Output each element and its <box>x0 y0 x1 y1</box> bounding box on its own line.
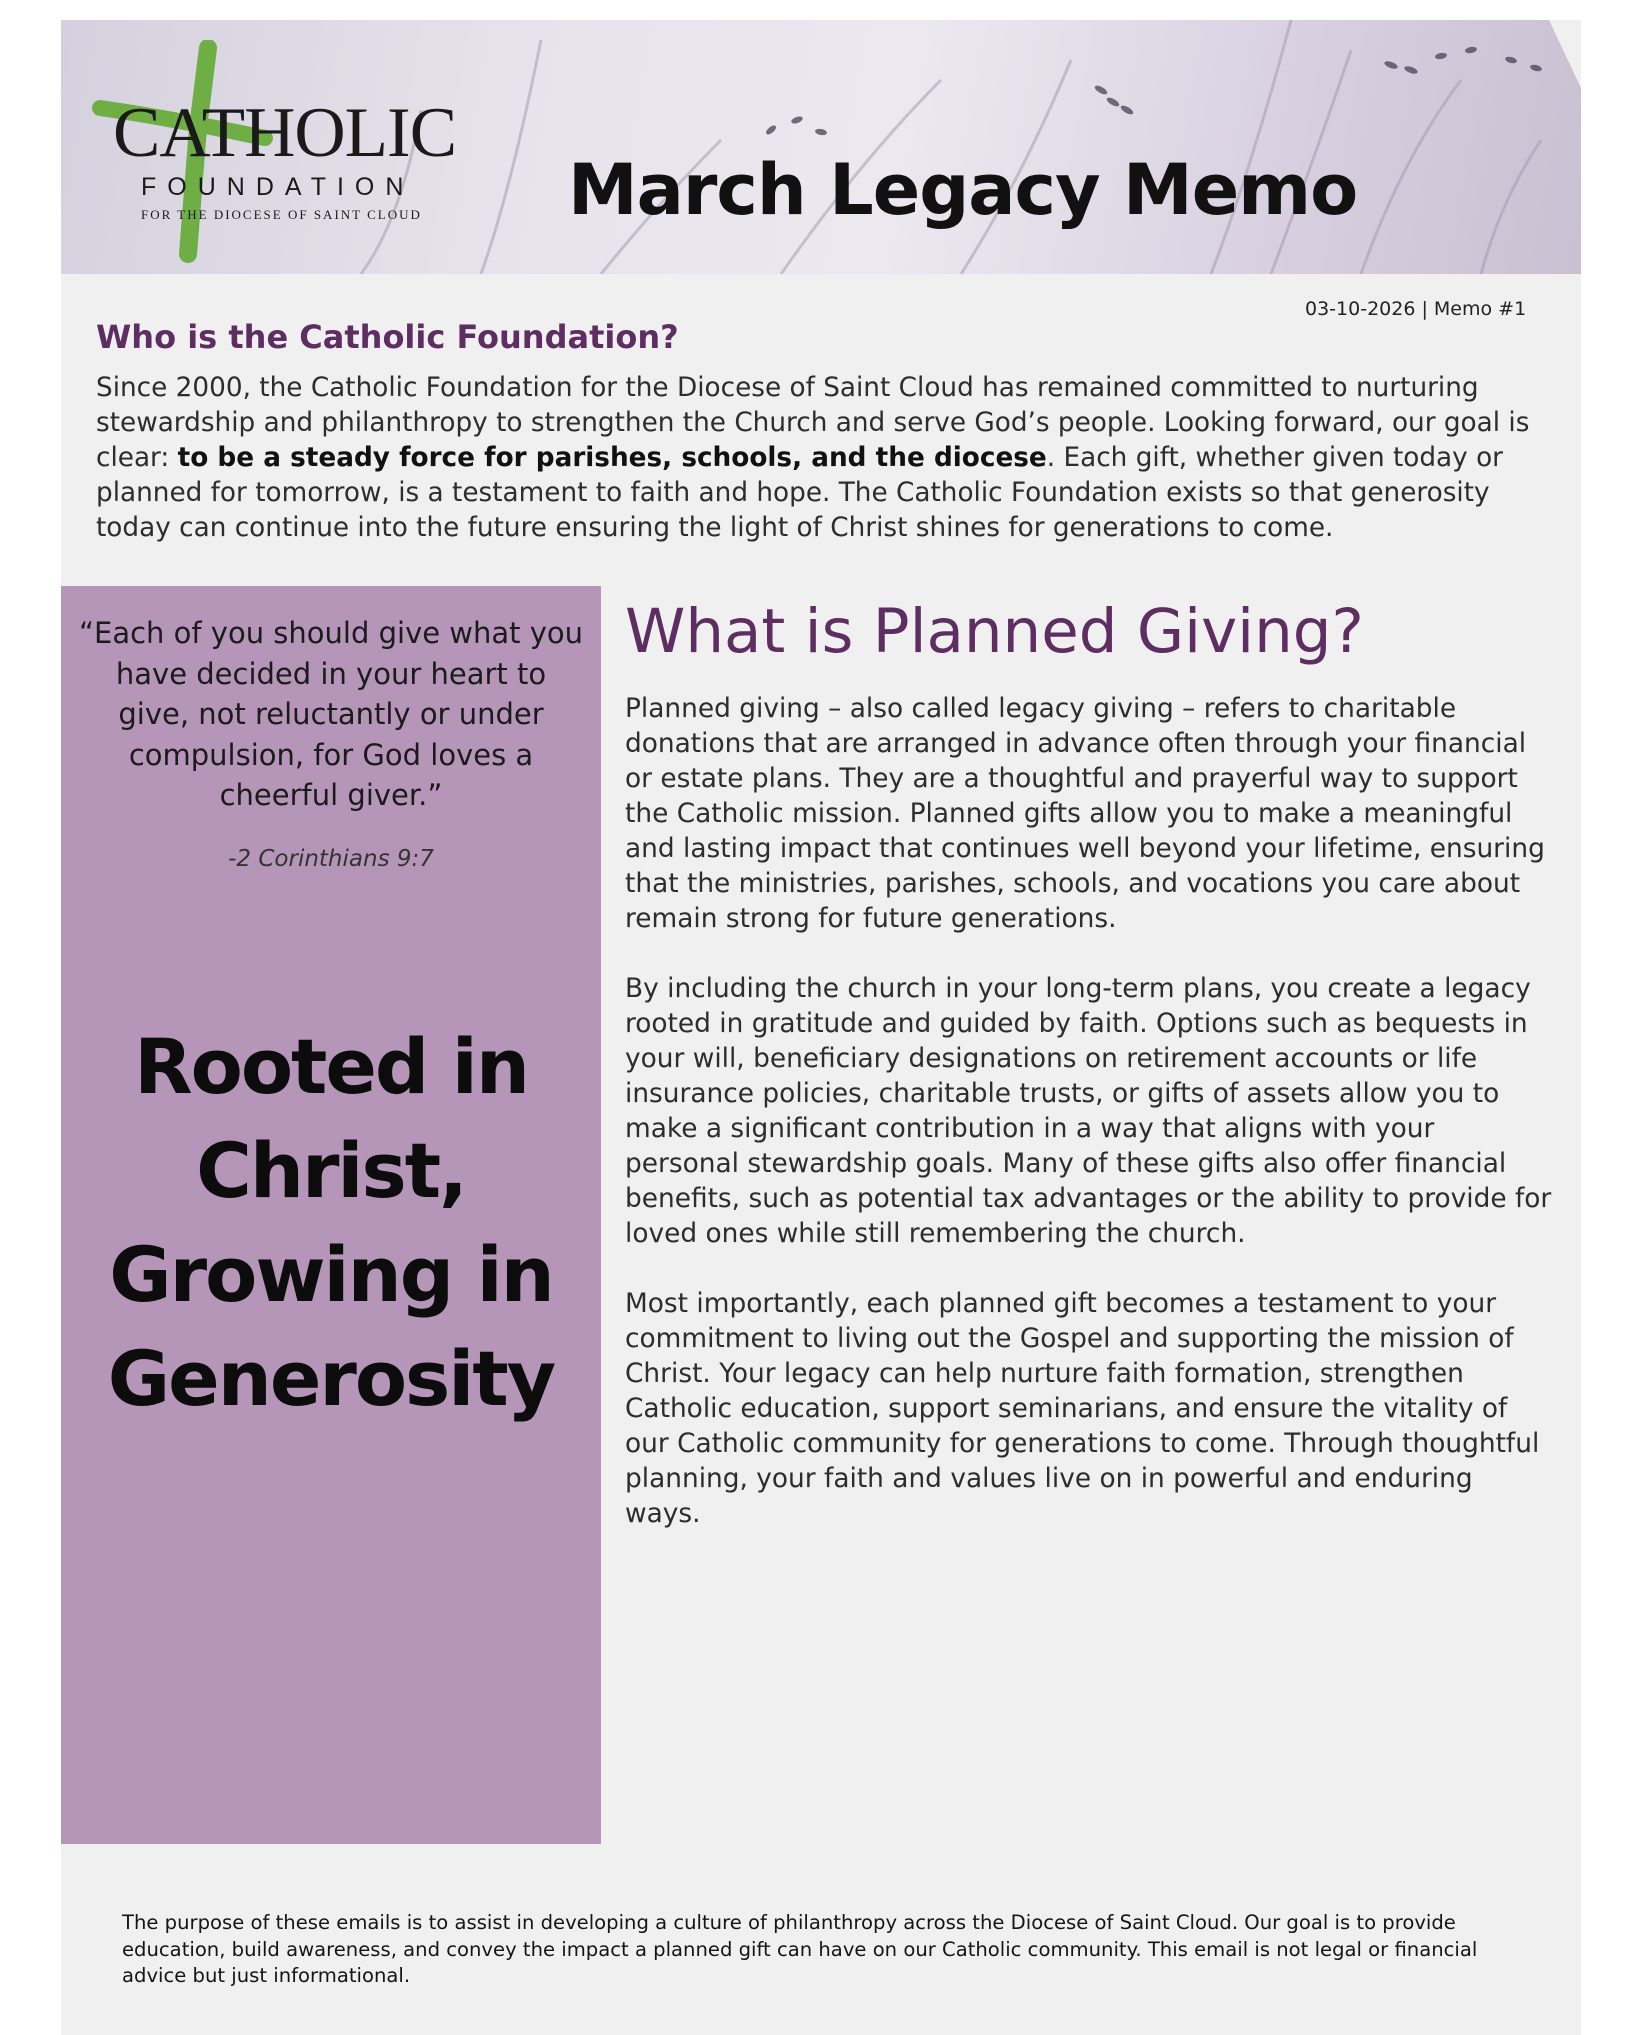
paragraph-1: Planned giving – also called legacy giving – refers to charitable donations that are arranged in advance often through your financial or estate plans. They are a thoughtful and prayerful way to support the Catholic mission. Planned gifts allow you to make a meaningful and lasting impact that continues well beyond your lifetime, ensuring that the ministries, parishes, schools, and vocations you care about remain strong for future generations. <box>625 693 1545 934</box>
logo-diocese-text: FOR THE DIOCESE OF SAINT CLOUD <box>141 207 422 222</box>
paragraph-3: Most importantly, each planned gift becomes a testament to your commitment to living out the Gospel and supporting the mission of Christ. Your legacy can help nurture faith formation, strengthen Catholic education, support seminarians, and ensure the vitality of our Catholic community for generations to come. Through thoughtful planning, your faith and values live on in powerful and enduring ways. <box>625 1288 1540 1529</box>
slogan-line: Christ, <box>196 1126 466 1215</box>
intro-text-start: Since 2000, the Catholic Foundation for the Diocese of Saint Cloud has remained committed to nurturing stewardship and philanthropy to strengthen the Church and serve God’s people. Looking forward, our goal is clear: <box>96 373 1530 473</box>
footer-disclaimer: The purpose of these emails is to assist in developing a culture of philanthropy across the Diocese of Saint Cloud. Our goal is to provide education, build awareness, and convey the impact a planned gift can have on our Catholic community. This email is not legal or financial advice but just informational. <box>122 1911 1478 1987</box>
slogan-line: Growing in <box>109 1230 553 1319</box>
intro-heading: Who is the Catholic Foundation? <box>96 318 679 356</box>
logo-catholic-text: CATHOLIC <box>113 94 457 172</box>
paragraph-2: By including the church in your long-term plans, you create a legacy rooted in gratitude and guided by faith. Options such as bequests in your will, beneficiary designations on retirement accounts or life insurance policies, charitable trusts, or gifts of assets allow you to make a significant contribution in a way that aligns with your personal stewardship goals. Many of these gifts also offer financial benefits, such as potential tax advantages or the ability to provide for loved ones while still remembering the church. <box>625 973 1552 1249</box>
slogan <box>71 1015 591 1431</box>
slogan-line: Generosity <box>107 1334 555 1423</box>
memo-title: March Legacy Memo <box>568 149 1358 231</box>
memo-date: 03-10-2026 | Memo #1 <box>1305 298 1527 320</box>
scripture-quote: “Each of you should give what you have decided in your heart to give, not reluctantly or under compulsion, for God loves a cheerful giver.” <box>78 616 584 812</box>
main-heading: What is Planned Giving? <box>625 596 1364 667</box>
scripture-citation: -2 Corinthians 9:7 <box>228 846 434 872</box>
intro-text-end: . Each gift, whether given today or planned for tomorrow, is a testament to faith and hope. The Catholic Foundation exists so that generosity today can continue into the future ensuring the light of Christ shines for generations to come. <box>96 443 1503 543</box>
logo-foundation-text: FOUNDATION <box>141 173 415 201</box>
intro-text-bold: to be a steady force for parishes, schools, and the diocese <box>177 443 1047 473</box>
intro-paragraph <box>96 371 1536 546</box>
slogan-line: Rooted in <box>134 1022 528 1111</box>
